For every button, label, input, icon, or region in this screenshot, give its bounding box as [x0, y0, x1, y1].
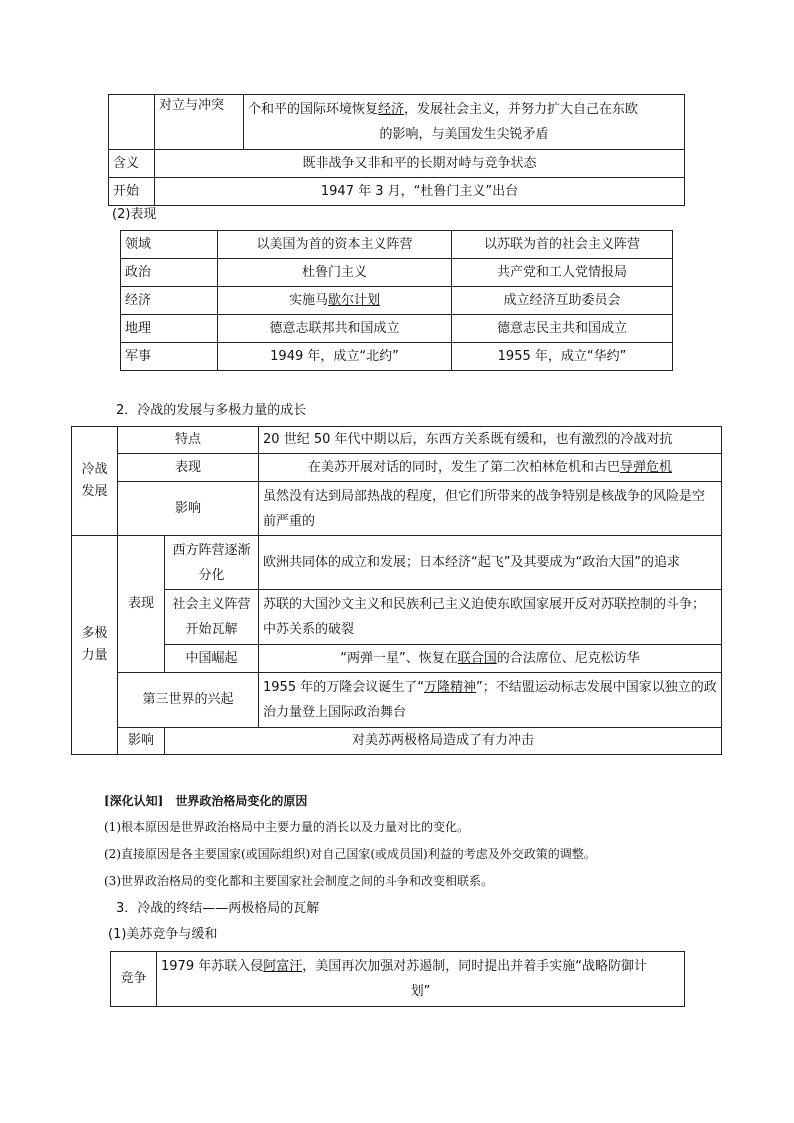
- row-label-conflict: 对立与冲突: [155, 95, 244, 150]
- text-line: 的影响，与美国发生尖锐矛盾: [379, 127, 549, 142]
- cell-conflict-text: [244, 95, 685, 150]
- text-part: “两弹一星”、恢复在: [340, 650, 458, 666]
- group-label-multipolar: [72, 536, 118, 755]
- header-capitalist: 以美国为首的资本主义阵营: [218, 231, 452, 259]
- cell-start: 1947 年 3 月，“杜鲁门主义”出台: [155, 178, 685, 206]
- text-part: 个和平的国际环境恢复: [248, 102, 379, 117]
- row-label-china: 中国崛起: [165, 645, 259, 673]
- header-socialist: 以苏联为首的社会主义阵营: [452, 231, 673, 259]
- table-cell: 德意志民主共和国成立: [452, 315, 673, 343]
- cell-meaning: 既非战争又非和平的长期对峙与竞争状态: [155, 150, 685, 178]
- label-line: 发展: [81, 484, 108, 499]
- competition-table: [110, 951, 685, 1007]
- header-domain: 领域: [121, 231, 218, 259]
- group-label-cold-war: [72, 427, 118, 536]
- underlined-term: 歇尔计划: [328, 292, 381, 308]
- note-item: (1)根本原因是世界政治格局中主要力量的消长以及力量对比的变化。: [104, 820, 470, 834]
- row-label: 军事: [121, 343, 218, 371]
- row-label-impact: 影响: [118, 482, 259, 536]
- cell-manifest: [259, 454, 722, 482]
- continuation-table: [108, 94, 685, 206]
- row-label-features: 特点: [118, 427, 259, 454]
- text-part: 1979 年苏联入侵: [161, 959, 264, 974]
- section-heading-2: 2．冷战的发展与多极力量的成长: [116, 403, 307, 418]
- underlined-term: 联合国: [457, 650, 497, 666]
- cell-impact: 虽然没有达到局部热战的程度，但它们所带来的战争特别是核战争的风险是空前严重的: [259, 482, 722, 536]
- text-part: 1955 年的万隆会议诞生了“: [263, 680, 424, 695]
- section-heading-biaoxian: (2)表现: [112, 207, 157, 222]
- text-part: ，发展社会主义，并努力扩大自己在东欧: [404, 102, 639, 117]
- label-line: 力量: [81, 648, 108, 663]
- text-part: ”；不结盟运动标志发展中国家以独立的政治力量登上国际政治舞台: [263, 680, 717, 720]
- cell-china: [259, 645, 722, 673]
- table-cell: [218, 287, 452, 315]
- row-label-manifest: 表现: [118, 454, 259, 482]
- cell-features: 20 世纪 50 年代中期以后，东西方关系既有缓和，也有激烈的冷战对抗: [259, 427, 722, 454]
- table-cell: 共产党和工人党情报局: [452, 259, 673, 287]
- table-cell: 德意志联邦共和国成立: [218, 315, 452, 343]
- text-part: ，美国再次加强对苏遏制，同时提出并着手实施“战略防御计: [302, 959, 647, 974]
- row-label-competition: 竞争: [111, 952, 157, 1007]
- underlined-term: 经济: [378, 102, 405, 117]
- row-label: 地理: [121, 315, 218, 343]
- underlined-term: 导弹危机: [620, 459, 673, 475]
- label-line: 多极: [81, 626, 108, 641]
- cell-impact-2: 对美苏两极格局造成了有力冲击: [165, 728, 722, 755]
- cell-socialist: 苏联的大国沙文主义和民族利己主义迫使东欧国家展开反对苏联控制的斗争；中苏关系的破裂: [259, 590, 722, 645]
- row-label-start: 开始: [109, 178, 155, 206]
- table-cell: 1955 年，成立“华约”: [452, 343, 673, 371]
- table-cell: 杜鲁门主义: [218, 259, 452, 287]
- section-subheading: (1)美苏竞争与缓和: [108, 927, 218, 942]
- development-table: [71, 426, 722, 755]
- text-part: 实施马: [288, 292, 328, 308]
- text-part: 在美苏开展对话的同时，发生了第二次柏林危机和古巴: [307, 459, 620, 475]
- row-label-third-world: 第三世界的兴起: [118, 673, 259, 728]
- section-heading-3: 3．冷战的终结——两极格局的瓦解: [116, 901, 320, 916]
- row-label-meaning: 含义: [109, 150, 155, 178]
- text-part: 的合法席位、尼克松访华: [496, 650, 640, 666]
- note-title: [深化认知] 世界政治格局变化的原因: [104, 794, 308, 808]
- cell-competition: [157, 952, 685, 1007]
- row-label: 经济: [121, 287, 218, 315]
- table-cell: 1949 年，成立“北约”: [218, 343, 452, 371]
- row-label-manifest-2: 表现: [118, 536, 165, 673]
- row-label-impact-2: 影响: [118, 728, 165, 755]
- underlined-term: 万隆精神: [423, 680, 476, 695]
- table-cell: 成立经济互助委员会: [452, 287, 673, 315]
- camps-table: [120, 230, 673, 371]
- note-item: (2)直接原因是各主要国家(或国际组织)对自己国家(或成员国)利益的考虑及外交政策的调整。: [104, 847, 596, 861]
- label-line: 冷战: [81, 462, 108, 477]
- cell-west: 欧洲共同体的成立和发展；日本经济“起飞”及其要成为“政治大国”的追求: [259, 536, 722, 590]
- row-label: 政治: [121, 259, 218, 287]
- row-label-west: 西方阵营逐渐分化: [165, 536, 259, 590]
- cell-third-world: [259, 673, 722, 728]
- note-item: (3)世界政治格局的变化都和主要国家社会制度之间的斗争和改变相联系。: [104, 874, 494, 888]
- text-line: 划”: [410, 984, 431, 999]
- empty-cell: [109, 95, 155, 150]
- underlined-term: 阿富汗: [263, 959, 303, 974]
- row-label-socialist: 社会主义阵营开始瓦解: [165, 590, 259, 645]
